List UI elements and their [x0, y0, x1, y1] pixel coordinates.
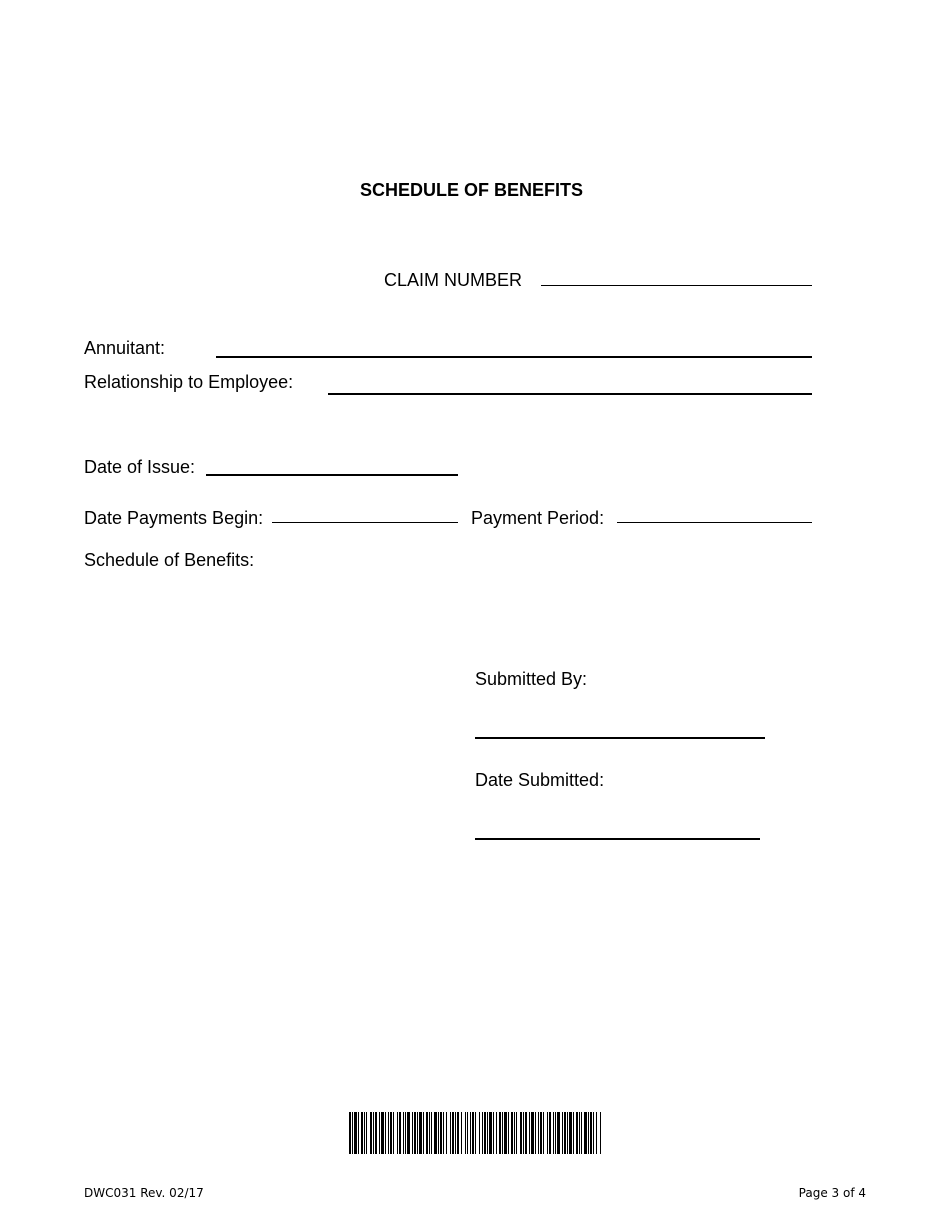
barcode-bar — [373, 1112, 374, 1154]
barcode-bar — [535, 1112, 536, 1154]
date-payments-begin-underline — [272, 522, 458, 523]
barcode-bar — [520, 1112, 522, 1154]
barcode-bar — [450, 1112, 451, 1154]
barcode-bar — [457, 1112, 459, 1154]
barcode-bar — [399, 1112, 401, 1154]
barcode-bar — [564, 1112, 566, 1154]
payment-period-underline — [617, 522, 812, 523]
submitted-by-underline — [475, 737, 765, 739]
barcode-bar — [581, 1112, 582, 1154]
barcode-bar — [455, 1112, 456, 1154]
barcode-bar — [431, 1112, 432, 1154]
barcode-bar — [429, 1112, 430, 1154]
barcode-bar — [446, 1112, 447, 1154]
barcode-bar — [579, 1112, 580, 1154]
date-payments-begin-field[interactable] — [272, 502, 458, 523]
barcode-bar — [600, 1112, 601, 1154]
relationship-label: Relationship to Employee: — [84, 372, 294, 392]
schedule-of-benefits-label: Schedule of Benefits: — [84, 550, 255, 570]
barcode-bar — [426, 1112, 428, 1154]
barcode-bar — [557, 1112, 560, 1154]
barcode-bar — [375, 1112, 377, 1154]
claim-number-field[interactable] — [541, 266, 812, 286]
barcode-bar — [489, 1112, 492, 1154]
barcode-bar — [381, 1112, 384, 1154]
barcode-bar — [573, 1112, 574, 1154]
barcode-bar — [390, 1112, 392, 1154]
barcode-bar — [452, 1112, 454, 1154]
barcode-bar — [403, 1112, 404, 1154]
barcode-bar — [562, 1112, 563, 1154]
date-submitted-field[interactable] — [475, 817, 760, 840]
barcode-bar — [417, 1112, 418, 1154]
date-of-issue-label: Date of Issue: — [84, 457, 196, 477]
barcode-bar — [385, 1112, 386, 1154]
barcode-bar — [504, 1112, 507, 1154]
barcode-bar — [590, 1112, 592, 1154]
date-of-issue-field[interactable] — [206, 454, 458, 476]
barcode-bar — [470, 1112, 471, 1154]
annuitant-underline — [216, 356, 812, 358]
barcode-bar — [423, 1112, 424, 1154]
submitted-by-label: Submitted By: — [475, 669, 588, 689]
barcode-bar — [553, 1112, 554, 1154]
barcode-bar — [475, 1112, 476, 1154]
barcode-bar — [407, 1112, 410, 1154]
barcode-bar — [352, 1112, 353, 1154]
barcode-bar — [508, 1112, 509, 1154]
barcode-bar — [499, 1112, 501, 1154]
barcode-bar — [472, 1112, 474, 1154]
barcode-bar — [397, 1112, 398, 1154]
barcode-bar — [370, 1112, 372, 1154]
claim-number-underline — [541, 285, 812, 286]
barcode-bar — [467, 1112, 468, 1154]
barcode-bar — [516, 1112, 517, 1154]
submitted-by-field[interactable] — [475, 716, 765, 739]
barcode-bar — [393, 1112, 394, 1154]
barcode-bar — [440, 1112, 442, 1154]
barcode-bar — [576, 1112, 578, 1154]
claim-number-label: CLAIM NUMBER — [384, 270, 523, 290]
barcode-bar — [525, 1112, 527, 1154]
barcode-bar — [361, 1112, 363, 1154]
barcode-bar — [529, 1112, 530, 1154]
date-submitted-underline — [475, 838, 760, 840]
barcode-bar — [479, 1112, 480, 1154]
barcode-bar — [358, 1112, 359, 1154]
payment-period-label: Payment Period: — [471, 508, 605, 528]
barcode-bar — [379, 1112, 380, 1154]
barcode-bar — [502, 1112, 503, 1154]
barcode-bar — [496, 1112, 497, 1154]
barcode-bar — [388, 1112, 389, 1154]
barcode-bar — [354, 1112, 357, 1154]
barcode-bar — [584, 1112, 587, 1154]
barcode-bar — [482, 1112, 483, 1154]
barcode-bar — [366, 1112, 367, 1154]
barcode-bar — [549, 1112, 551, 1154]
barcode-bar — [349, 1112, 351, 1154]
barcode-bar — [364, 1112, 365, 1154]
date-payments-begin-label: Date Payments Begin: — [84, 508, 264, 528]
relationship-field[interactable] — [328, 373, 812, 395]
barcode-bar — [434, 1112, 437, 1154]
annuitant-field[interactable] — [216, 336, 812, 358]
barcode-bar — [438, 1112, 439, 1154]
barcode-bar — [419, 1112, 422, 1154]
barcode — [349, 1112, 601, 1154]
barcode-bar — [484, 1112, 486, 1154]
barcode-bar — [511, 1112, 513, 1154]
barcode-bar — [523, 1112, 524, 1154]
barcode-bar — [593, 1112, 594, 1154]
barcode-bar — [540, 1112, 542, 1154]
barcode-bar — [405, 1112, 406, 1154]
payment-period-field[interactable] — [617, 502, 812, 523]
barcode-bar — [493, 1112, 494, 1154]
barcode-bar — [461, 1112, 462, 1154]
barcode-bar — [547, 1112, 548, 1154]
barcode-bar — [514, 1112, 515, 1154]
barcode-bar — [555, 1112, 556, 1154]
barcode-bar — [531, 1112, 534, 1154]
barcode-bar — [414, 1112, 416, 1154]
relationship-underline — [328, 393, 812, 395]
page-title: SCHEDULE OF BENEFITS — [360, 180, 584, 200]
barcode-bar — [588, 1112, 589, 1154]
annuitant-label: Annuitant: — [84, 338, 166, 358]
barcode-bar — [567, 1112, 568, 1154]
barcode-bar — [538, 1112, 539, 1154]
page-number: Page 3 of 4 — [798, 1186, 866, 1200]
barcode-bar — [412, 1112, 413, 1154]
date-submitted-label: Date Submitted: — [475, 770, 605, 790]
barcode-bar — [569, 1112, 572, 1154]
barcode-bar — [596, 1112, 597, 1154]
form-code: DWC031 Rev. 02/17 — [84, 1186, 204, 1200]
barcode-bar — [443, 1112, 444, 1154]
date-of-issue-underline — [206, 474, 458, 476]
barcode-bar — [543, 1112, 544, 1154]
barcode-bar — [487, 1112, 488, 1154]
barcode-bar — [465, 1112, 466, 1154]
